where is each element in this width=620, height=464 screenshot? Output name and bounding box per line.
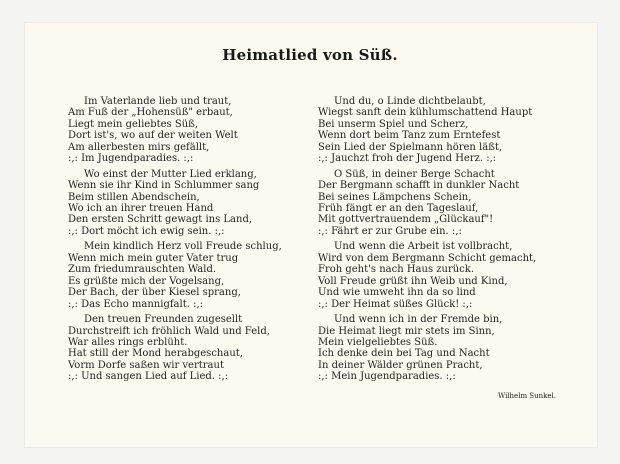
verse-line: Wenn mich mein guter Vater trug <box>68 252 239 264</box>
verse-line: Beim stillen Abendschein, <box>68 191 200 203</box>
stanza-2 <box>68 169 318 237</box>
stanza-3 <box>68 241 318 309</box>
refrain-line: :,: Das Echo mannigfalt. :,: <box>68 298 204 310</box>
verse-line: Durchstreift ich fröhlich Wald und Feld, <box>68 325 270 337</box>
verse-line: Zum friedumrauschten Wald. <box>68 264 217 276</box>
refrain-line: :,: Im Jugendparadies. :,: <box>68 153 194 165</box>
verse-line: Wo einst der Mutter Lied erklang, <box>84 168 257 180</box>
refrain-line: :,: Der Heimat süßes Glück! :,: <box>318 298 473 310</box>
verse-line: Und wenn die Arbeit ist vollbracht, <box>334 241 513 253</box>
verse-line: In deiner Wälder grünen Pracht, <box>318 359 483 371</box>
verse-line: Der Bach, der über Kiesel sprang, <box>68 287 241 299</box>
verse-line: Es grüßte mich der Vogelsang, <box>68 275 225 287</box>
verse-line: Wenn sie ihr Kind in Schlummer sang <box>68 180 260 192</box>
verse-line: Vorm Dorfe saßen wir vertraut <box>68 359 224 371</box>
stanza-7 <box>318 241 568 309</box>
verse-line: Früh fängt er an den Tageslauf, <box>318 202 479 214</box>
verse-line: Mein vielgeliebtes Süß. <box>318 337 438 349</box>
verse-line: Den treuen Freunden zugesellt <box>84 314 243 326</box>
verse-line: Wird von dem Bergmann Schicht gemacht, <box>318 252 537 264</box>
verse-line: Und wie umweht ihn da so lind <box>318 287 476 299</box>
stanza-1 <box>68 96 318 164</box>
verse-line: Und wenn ich in der Fremde bin, <box>334 314 503 326</box>
verse-line: Bei unserm Spiel und Scherz, <box>318 118 469 130</box>
refrain-line: :,: Jauchzt froh der Jugend Herz. :,: <box>318 153 497 165</box>
verse-line: Froh geht's nach Haus zurück. <box>318 264 475 276</box>
page-title: Heimatlied von Süß. <box>222 46 398 64</box>
verse-line: Ich denke dein bei Tag und Nacht <box>318 348 490 360</box>
refrain-line: :,: Fährt er zur Grube ein. :,: <box>318 225 462 237</box>
verse-line: Im Vaterlande lieb und traut, <box>84 96 232 107</box>
verse-line: Dort ist's, wo auf der weiten Welt <box>68 130 238 142</box>
stanza-8 <box>318 314 568 382</box>
verse-line: Sein Lied der Spielmann hören läßt, <box>318 141 503 153</box>
stanza-5 <box>318 96 568 164</box>
refrain-line: :,: Dort möcht ich ewig sein. :,: <box>68 225 225 237</box>
verse-line: Wiegst sanft dein kühlumschattend Haupt <box>318 107 533 119</box>
verse-line: Und du, o Linde dichtbelaubt, <box>334 96 486 107</box>
verse-line: Hat still der Mond herabgeschaut, <box>68 348 243 360</box>
refrain-line: :,: Und sangen Lied auf Lied. :,: <box>68 371 229 383</box>
refrain-line: :,: Mein Jugendparadies. :,: <box>318 371 456 383</box>
verse-line: O Süß, in deiner Berge Schacht <box>334 168 495 180</box>
verse-line: Bei seines Lämpchens Schein, <box>318 191 472 203</box>
verse-line: Am Fuß der „Hohensüß" erbaut, <box>68 107 233 119</box>
verse-line: Den ersten Schritt gewagt ins Land, <box>68 214 253 226</box>
verse-line: Voll Freude grüßt ihn Weib und Kind, <box>318 275 508 287</box>
author-signature: Wilhelm Sunkel. <box>498 392 556 400</box>
verse-line: Die Heimat liegt mir stets im Sinn, <box>318 325 495 337</box>
stanza-6 <box>318 169 568 237</box>
verse-line: Der Bergmann schafft in dunkler Nacht <box>318 180 520 192</box>
verse-line: Liegt mein geliebtes Süß, <box>68 118 199 130</box>
right-column <box>318 96 568 387</box>
verse-line: War alles rings erblüht. <box>68 337 188 349</box>
left-column <box>68 96 318 387</box>
verse-line: Wenn dort beim Tanz zum Erntefest <box>318 130 501 142</box>
verse-line: Wo ich an ihrer treuen Hand <box>68 202 214 214</box>
verse-line: Mein kindlich Herz voll Freude schlug, <box>84 241 282 253</box>
verse-line: Mit gottvertrauendem „Glückauf"! <box>318 214 494 226</box>
verse-line: Am allerbesten mirs gefällt, <box>68 141 210 153</box>
stanza-4 <box>68 314 318 382</box>
